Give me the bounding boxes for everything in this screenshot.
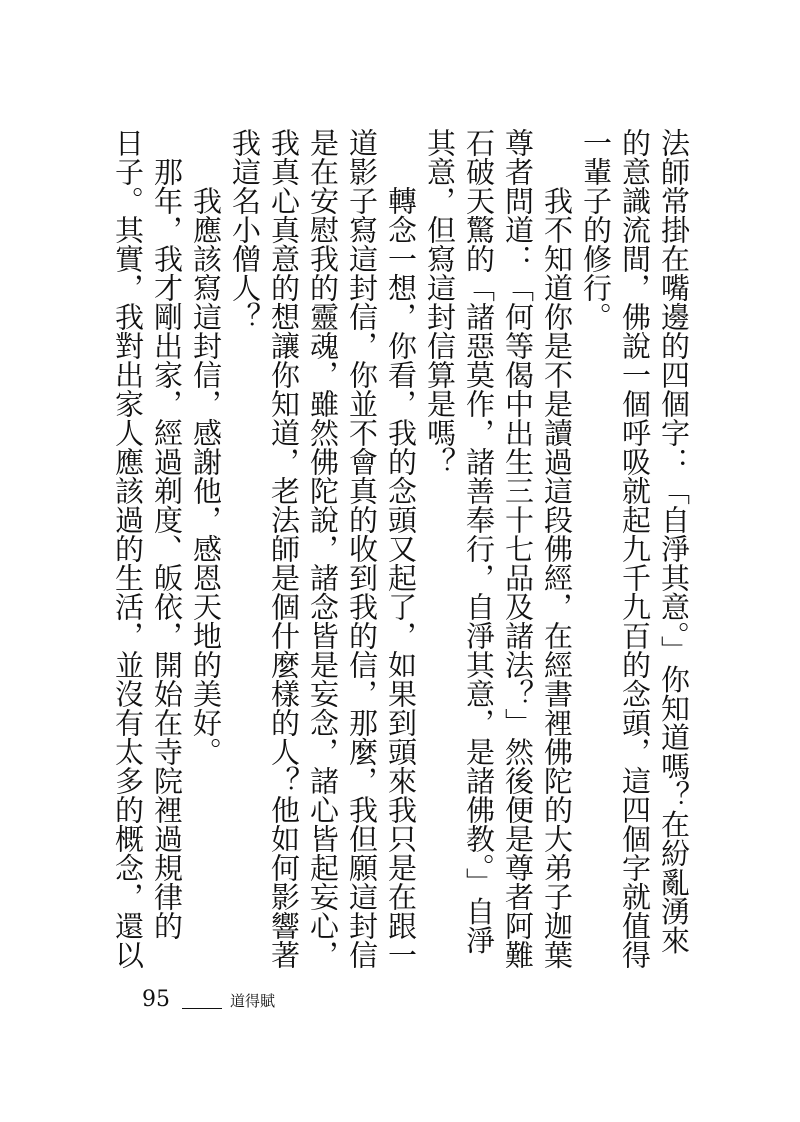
vertical-text-body: [111, 128, 693, 969]
page-footer: [142, 982, 275, 1012]
text-column: 其意，但寫這封信算是嗎？: [423, 128, 457, 476]
text-column: 法師常掛在嘴邊的四個字：「自淨其意。」你知道嗎？在紛亂湧來: [657, 128, 691, 955]
text-column: 我真心真意的想讓你知道，老法師是個什麼樣的人？他如何影響著: [267, 128, 301, 969]
text-column: 是在安慰我的靈魂，雖然佛陀說，諸念皆是妄念，諸心皆起妄心，: [306, 128, 340, 969]
footer-divider: [182, 1008, 222, 1009]
text-column: 轉念一想，你看，我的念頭又起了，如果到頭來我只是在跟一: [384, 186, 418, 969]
text-column: 石破天驚的「諸惡莫作，諸善奉行，自淨其意，是諸佛教。」自淨: [462, 128, 496, 955]
text-column: 我應該寫這封信，感謝他，感恩天地的美好。: [189, 186, 223, 766]
text-column: 我這名小僧人？: [228, 128, 262, 331]
running-title: 道得賦: [230, 992, 276, 1010]
text-column: 日子。其實，我對出家人應該過的生活，並沒有太多的概念，還以: [111, 128, 145, 969]
page-number: 95: [142, 987, 170, 1012]
text-column: 的意識流間，佛說一個呼吸就起九千九百的念頭，這四個字就值得: [618, 128, 652, 969]
text-column: 我不知道你是不是讀過這段佛經，在經書裡佛陀的大弟子迦葉: [540, 186, 574, 969]
text-column: 尊者問道：「何等偈中出生三十七品及諸法？」然後便是尊者阿難: [501, 128, 535, 969]
text-column: 那年，我才剛出家，經過剃度、皈依，開始在寺院裡過規律的: [150, 157, 184, 940]
text-column: 一輩子的修行。: [579, 128, 613, 331]
text-column: 道影子寫這封信，你並不會真的收到我的信，那麼，我但願這封信: [345, 128, 379, 969]
